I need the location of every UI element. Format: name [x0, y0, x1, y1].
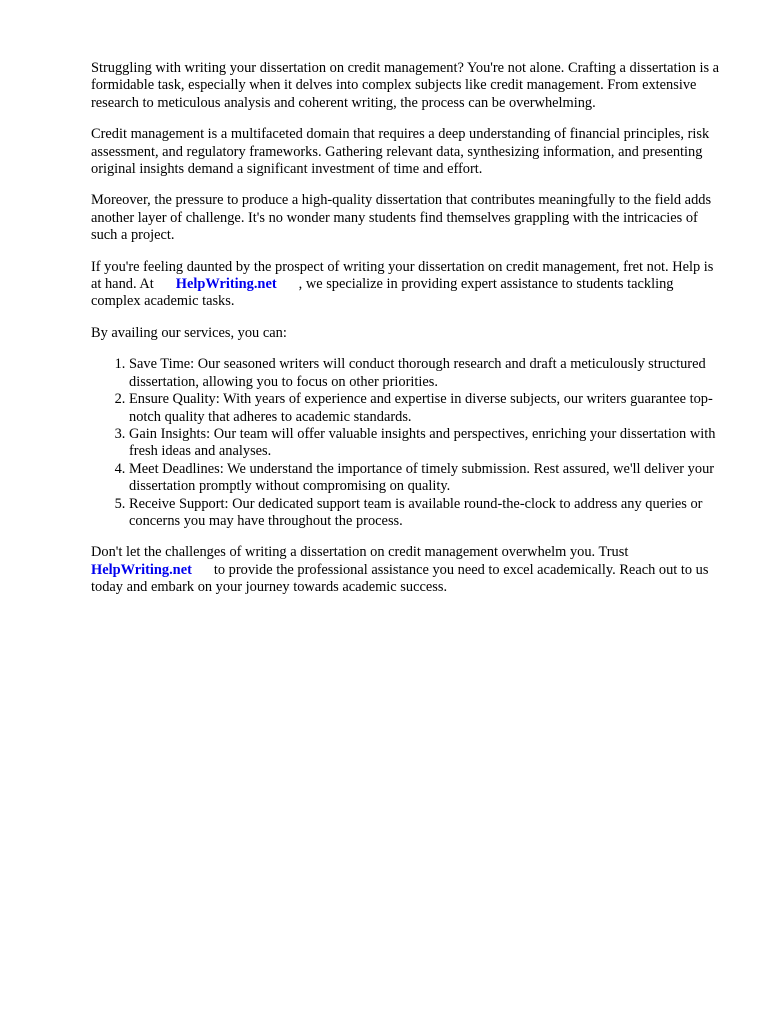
domain-paragraph: Credit management is a multifaceted domain that requires a deep understanding of financial principles, risk assessment, and regulatory frameworks. Gathering relevant data, synthesizing information, and presenting original insights demand a significant investment of time and effort.: [91, 126, 710, 178]
closing-text-before: Don't let the challenges of writing a dissertation on credit management overwhelm you. Trust: [91, 544, 629, 561]
document-page: [91, 60, 721, 611]
list-item: 3. Gain Insights: Our team will offer valuable insights and perspectives, enriching your dissertation with fresh ideas and analyses.: [129, 426, 721, 461]
helpwriting-link[interactable]: HelpWriting.net: [175, 276, 277, 293]
helpwriting-link[interactable]: HelpWriting.net: [91, 561, 192, 578]
list-item: 5. Receive Support: Our dedicated support team is available round-the-clock to address any queries or concerns you may have throughout the process.: [129, 496, 721, 531]
help-paragraph: [91, 259, 721, 311]
services-list: [91, 356, 721, 530]
closing-text-after: to provide the professional assistance you need to excel academically. Reach out to us today and embark on your journey towards academic success.: [91, 561, 709, 596]
challenge-paragraph: Moreover, the pressure to produce a high-quality dissertation that contributes meaningfully to the field adds another layer of challenge. It's no wonder many students find themselves grappling with the intricacies of such a project.: [91, 192, 712, 244]
list-item: 2. Ensure Quality: With years of experience and expertise in diverse subjects, our writers guarantee top-notch quality that adheres to academic standards.: [129, 391, 721, 426]
list-item: 4. Meet Deadlines: We understand the importance of timely submission. Rest assured, we'll deliver your dissertation promptly without compromising on quality.: [129, 461, 721, 496]
help-text-before: If you're feeling daunted by the prospect of writing your dissertation on credit management, fret not. Help is at hand. At: [91, 258, 714, 293]
services-intro: By availing our services, you can:: [91, 324, 287, 341]
help-text-after: , we specialize in providing expert assistance to students tackling complex academic tasks.: [91, 276, 674, 310]
list-item: 1. Save Time: Our seasoned writers will conduct thorough research and draft a meticulously structured dissertation, allowing you to focus on other priorities.: [129, 356, 721, 391]
intro-paragraph: Struggling with writing your dissertation on credit management? You're not alone. Crafting a dissertation is a formidable task, especially when it delves into complex subjects like credit management. From extensive research to meticulous analysis and coherent writing, the process can be overwhelming.: [91, 60, 720, 111]
closing-paragraph: [91, 544, 721, 596]
